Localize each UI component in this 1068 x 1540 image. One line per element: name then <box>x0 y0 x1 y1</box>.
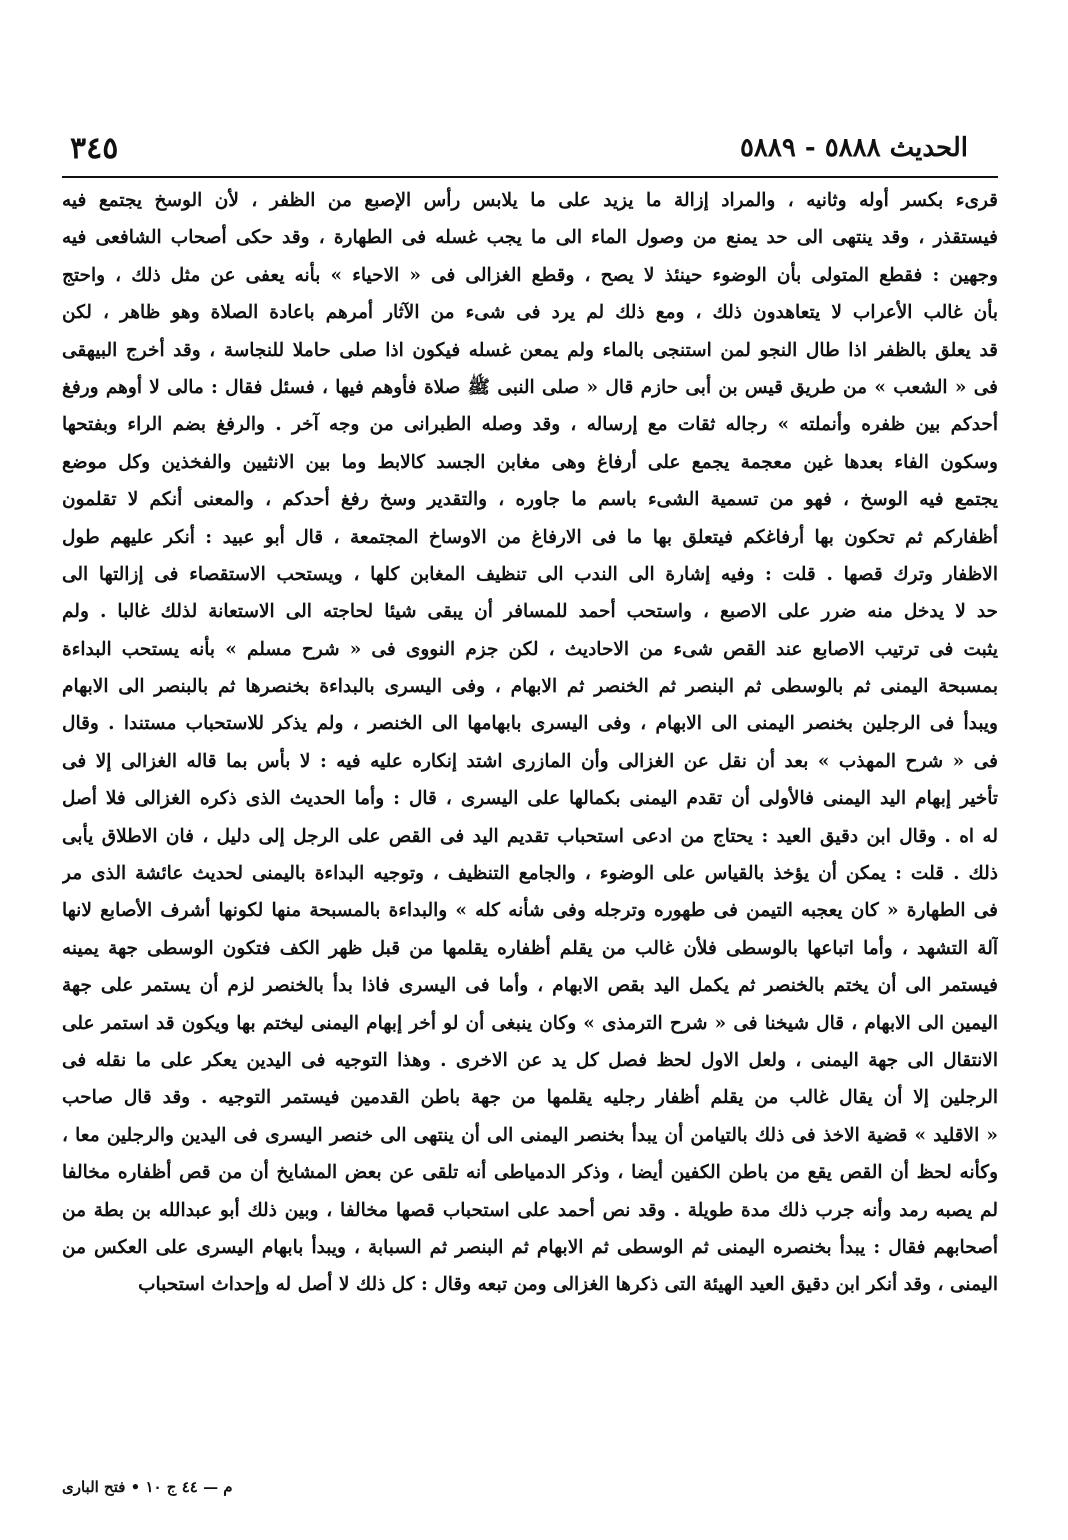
body-text <box>62 182 998 1472</box>
text-line: يثبت فى ترتيب الاصابع عند القص شىء من الاحاديث ، لكن جزم النووى فى « شرح مسلم » بأنه يستحب البداءة <box>62 638 998 660</box>
text-line: بأن غالب الأعراب لا يتعاهدون ذلك ، ومع ذلك لم يرد فى شىء من الآثار أمرهم باعادة الصلاة وهو ظاهر ، لكن <box>62 302 998 324</box>
text-line: وسكون الفاء بعدها غين معجمة يجمع على أرفاغ وهى مغابن الجسد كالابط وما بين الانثيين والفخذين وكل موضع <box>62 451 998 473</box>
text-line: لم يصبه رمد وأنه جرب ذلك مدة طويلة . وقد نص أحمد على استحباب قصها مخالفا ، وبين ذلك أبو عبدالله بن بطة من <box>62 1199 998 1221</box>
text-line: اليمنى ، وقد أنكر ابن دقيق العيد الهيئة التى ذكرها الغزالى ومن تبعه وقال : كل ذلك لا أصل له وإحداث استحباب <box>138 1274 998 1296</box>
text-line: فى « شرح المهذب » بعد أن نقل عن الغزالى وأن المازرى اشتد إنكاره عليه فيه : لا بأس بما قاله الغزالى إلا فى <box>62 750 998 772</box>
text-line: بمسبحة اليمنى ثم بالوسطى ثم البنصر ثم الخنصر ثم الابهام ، وفى اليسرى بالبداءة بخنصرها ثم بالبنصر الى الابهام <box>62 676 998 698</box>
text-line: فيستقذر ، وقد ينتهى الى حد يمنع من وصول الماء الى ما يجب غسله فى الطهارة ، وقد حكى أصحاب الشافعى فيه <box>62 227 998 249</box>
text-line: قد يعلق بالظفر اذا طال النجو لمن استنجى بالماء ولم يمعن غسله فيكون اذا صلى حاملا للنجاسة ، وقد أخرج البيهقى <box>62 339 998 361</box>
text-line: ذلك . قلت : يمكن أن يؤخذ بالقياس على الوضوء ، والجامع التنظيف ، وتوجيه البداءة باليمنى لحديث عائشة الذى مر <box>62 863 998 885</box>
header-rule <box>62 176 998 178</box>
text-line: تأخير إبهام اليد اليمنى فالأولى أن تقدم اليمنى بكمالها على اليسرى ، قال : وأما الحديث الذى ذكره الغزالى فلا أصل <box>62 788 998 810</box>
footer-signature: م — ٤٤ ج ١٠ • فتح البارى <box>62 1478 233 1496</box>
text-line: يجتمع فيه الوسخ ، فهو من تسمية الشىء باسم ما جاوره ، والتقدير وسخ رفغ أحدكم ، والمعنى أنكم لا تقلمون <box>62 489 998 511</box>
text-line: الاظفار وترك قصها . قلت : وفيه إشارة الى الندب الى تنظيف المغابن كلها ، ويستحب الاستقصاء فى إزالتها الى <box>62 563 998 585</box>
text-line: أصحابهم فقال : يبدأ بخنصره اليمنى ثم الوسطى ثم الابهام ثم البنصر ثم السبابة ، ويبدأ بابهام اليسرى على العكس من <box>62 1236 998 1258</box>
text-line: اليمين الى الابهام ، قال شيخنا فى « شرح الترمذى » وكان ينبغى أن لو أخر إبهام اليمنى ليختم بها ويكون قد استمر على <box>62 1012 998 1034</box>
text-line: فيستمر الى أن يختم بالخنصر ثم يكمل اليد بقص الابهام ، وأما فى اليسرى فاذا بدأ بالخنصر لزم أن يستمر على جهة <box>62 975 998 997</box>
hadith-range-heading: الحديث ٥٨٨٨ - ٥٨٨٩ <box>739 133 968 163</box>
text-line: فى « الشعب » من طريق قيس بن أبى حازم قال « صلى النبى ﷺ صلاة فأوهم فيها ، فسئل فقال : مالى لا أوهم ورفغ <box>62 376 998 398</box>
page-number: ٣٤٥ <box>70 130 119 166</box>
text-line: وجهين : فقطع المتولى بأن الوضوء حينئذ لا يصح ، وقطع الغزالى فى « الاحياء » بأنه يعفى عن مثل ذلك ، واحتج <box>62 264 998 286</box>
text-line: الرجلين إلا أن يقال غالب من يقلم أظفار رجليه يقلمها من جهة باطن القدمين فيستمر التوجيه . وقد قال صاحب <box>62 1087 998 1109</box>
text-line: آلة التشهد ، وأما اتباعها بالوسطى فلأن غالب من يقلم أظفاره يقلمها من قبل ظهر الكف فتكون الوسطى جهة يمينه <box>62 937 998 959</box>
page-header <box>70 126 968 170</box>
text-line: وكأنه لحظ أن القص يقع من باطن الكفين أيضا ، وذكر الدمياطى أنه تلقى عن بعض المشايخ أن من قص أظفاره مخالفا <box>62 1162 998 1184</box>
text-line: ويبدأ فى الرجلين بخنصر اليمنى الى الابهام ، وفى اليسرى بابهامها الى الخنصر ، ولم يذكر للاستحباب مستندا . وقال <box>62 713 998 735</box>
text-line: أحدكم بين ظفره وأنملته » رجاله ثقات مع إرساله ، وقد وصله الطبرانى من وجه آخر . والرفغ بضم الراء وبفتحها <box>62 414 998 436</box>
text-line: أظفاركم ثم تحكون بها أرفاغكم فيتعلق بها ما فى الارفاغ من الاوساخ المجتمعة ، قال أبو عبيد : أنكر عليهم طول <box>62 526 998 548</box>
text-line: له اه . وقال ابن دقيق العيد : يحتاج من ادعى استحباب تقديم اليد فى القص على الرجل إلى دليل ، فان الاطلاق يأبى <box>62 825 998 847</box>
text-line: فى الطهارة « كان يعجبه التيمن فى طهوره وترجله وفى شأنه كله » والبداءة بالمسبحة منها لكونها أشرف الأصابع لانها <box>62 900 998 922</box>
text-line: « الاقليد » قضية الاخذ فى ذلك بالتيامن أن يبدأ بخنصر اليمنى الى أن ينتهى الى خنصر اليسرى فى اليدين والرجلين معا ، <box>62 1124 998 1146</box>
text-line: حد لا يدخل منه ضرر على الاصبع ، واستحب أحمد للمسافر أن يبقى شيئا لحاجته الى الاستعانة لذلك غالبا . ولم <box>62 601 998 623</box>
text-line: الانتقال الى جهة اليمنى ، ولعل الاول لحظ فصل كل يد عن الاخرى . وهذا التوجيه فى اليدين يعكر على ما نقله فى <box>62 1049 998 1071</box>
text-line: قرىء بكسر أوله وثانيه ، والمراد إزالة ما يزيد على ما يلابس رأس الإصبع من الظفر ، لأن الوسخ يجتمع فيه <box>62 190 998 211</box>
